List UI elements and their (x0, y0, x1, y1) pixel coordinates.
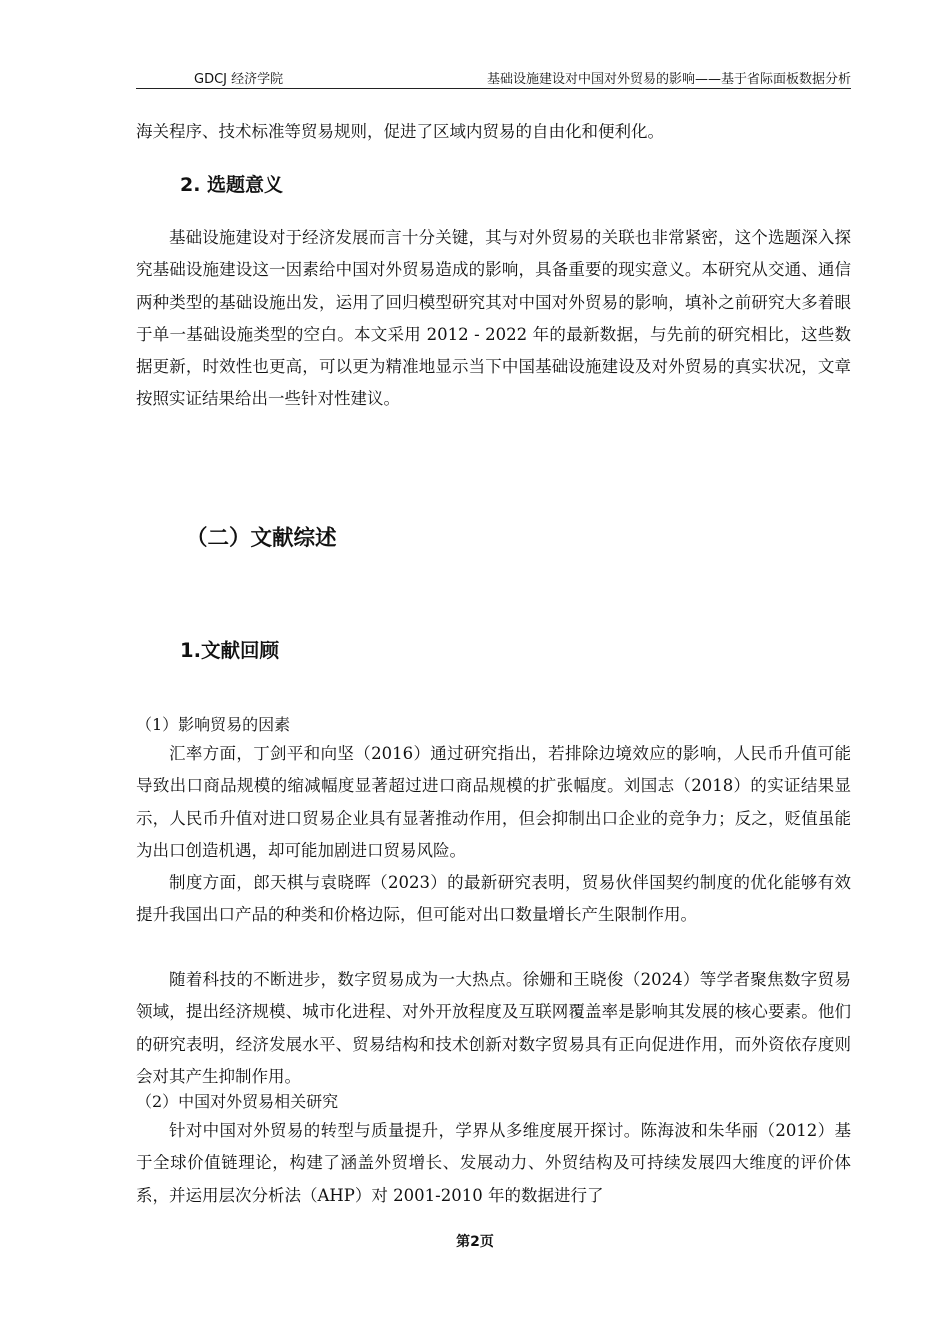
chapter-literature-review-title: （二）文献综述 (186, 526, 337, 551)
significance-paragraph: 基础设施建设对于经济发展而言十分关键，其与对外贸易的关联也非常紧密，这个选题深入探究基础设施建设这一因素给中国对外贸易造成的影响，具备重要的现实意义。本研究从交通、通信两种类型的基础设施出发，运用了回归模型研究其对中国对外贸易的影响，填补之前研究大多着眼于单一基础设施类型的空白。本文采用 2012 - 2022 年的最新数据，与先前的研究相比，这些数据更新，时效性也更高，可以更为精准地显示当下中国基础设施建设及对外贸易的真实状况，文章按照实证结果给出一些针对性建议。 (136, 228, 851, 409)
digital-trade-paragraph: 随着科技的不断进步，数字贸易成为一大热点。徐姗和王晓俊（2024）等学者聚焦数字贸易领域，提出经济规模、城市化进程、对外开放程度及互联网覆盖率是影响其发展的核心要素。他们的研究表明，经济发展水平、贸易结构和技术创新对数字贸易具有正向促进作用，而外资依存度则会对其产生抑制作用。 (136, 970, 851, 1086)
exchange-rate-paragraph: 汇率方面，丁剑平和向坚（2016）通过研究指出，若排除边境效应的影响，人民币升值可能导致出口商品规模的缩减幅度显著超过进口商品规模的扩张幅度。刘国志（2018）的实证结果显示，人民币升值对进口贸易企业具有显著推动作用，但会抑制出口企业的竞争力；反之，贬值虽能为出口创造机遇，却可能加剧进口贸易风险。 (136, 744, 851, 860)
header-institution: GDCJ 经济学院 (194, 72, 284, 87)
institution-paragraph: 制度方面，郎天棋与袁晓晖（2023）的最新研究表明，贸易伙伴国契约制度的优化能够有效提升我国出口产品的种类和价格边际，但可能对出口数量增长产生限制作用。 (136, 873, 851, 925)
page-header (136, 64, 851, 89)
header-thesis-title: 基础设施建设对中国对外贸易的影响——基于省际面板数据分析 (486, 72, 851, 87)
section-significance-title: 2. 选题意义 (180, 174, 284, 196)
page-number: 第2页 (456, 1234, 494, 1250)
subsection-trade-factors: （1）影响贸易的因素 (136, 715, 291, 734)
intro-tail-paragraph: 海关程序、技术标准等贸易规则，促进了区域内贸易的自由化和便利化。 (136, 122, 664, 141)
china-trade-research-paragraph: 针对中国对外贸易的转型与质量提升，学界从多维度展开探讨。陈海波和朱华丽（2012）基于全球价值链理论，构建了涵盖外贸增长、发展动力、外贸结构及可持续发展四大维度的评价体系，并运用层次分析法（AHP）对 2001-2010 年的数据进行了 (136, 1121, 851, 1205)
literature-retrospect-title: 1.文献回顾 (180, 639, 279, 662)
subsection-china-foreign-trade: （2）中国对外贸易相关研究 (136, 1092, 339, 1111)
